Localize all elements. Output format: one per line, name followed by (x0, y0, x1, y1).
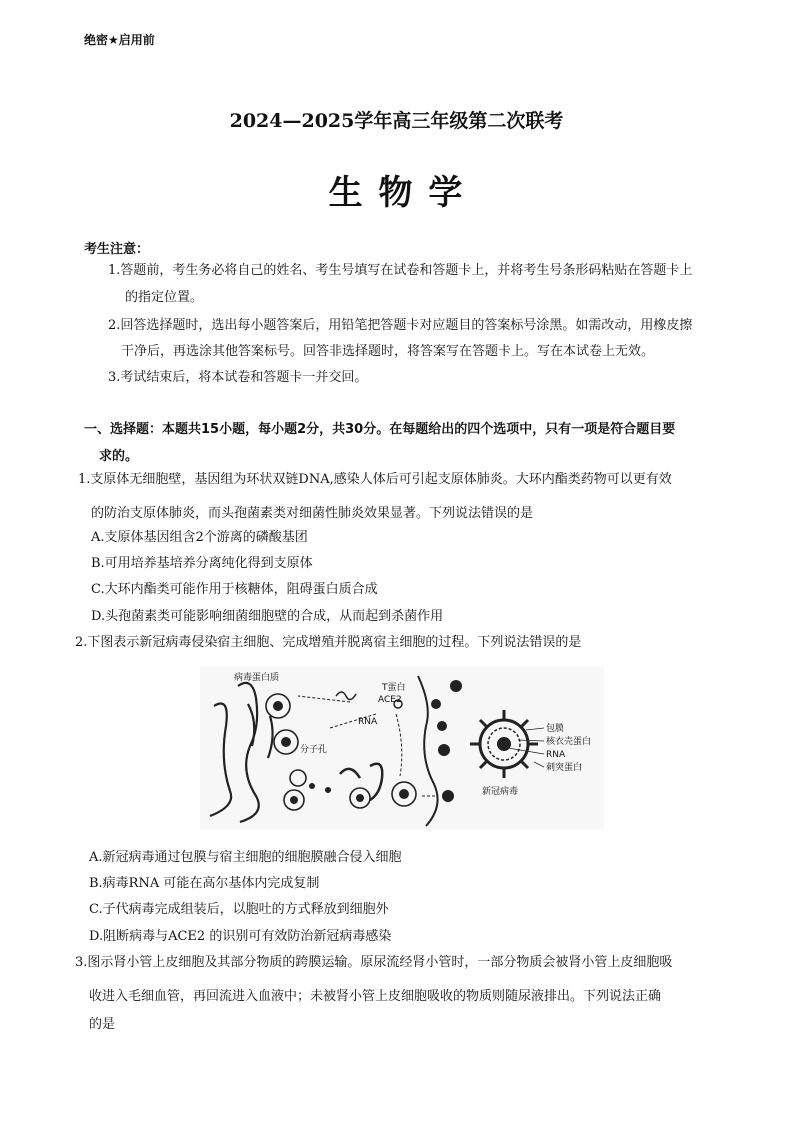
particle-1 (273, 701, 283, 711)
particle-3 (290, 796, 298, 804)
label-pore: 分子孔 (300, 745, 328, 755)
coronavirus-large (470, 710, 538, 778)
label-spike: 刺突蛋白 (546, 763, 583, 773)
q1-stem-line-2: 的防治支原体肺炎，而头孢菌素类对细菌性肺炎效果显著。下列说法错误的是 (91, 506, 534, 521)
label-rna-right: RNA (546, 750, 566, 760)
exam-title: 2024—2025学年高三年级第二次联考 (229, 110, 564, 132)
q1-stem-line-1: 1.支原体无细胞壁，基因组为环状双链DNA,感染人体后可引起支原体肺炎。大环内酯类药物可以更有效 (78, 472, 672, 487)
membrane-virus-3 (438, 744, 450, 756)
membrane-virus-2 (437, 721, 447, 731)
q1-option-a: A.支原体基因组含2个游离的磷酸基团 (91, 530, 308, 545)
particle-4 (356, 794, 364, 802)
virus-infection-diagram (200, 666, 604, 830)
q3-stem-line-1: 3.图示肾小管上皮细胞及其部分物质的跨膜运输。原尿流经肾小管时，一部分物质会被肾小管上皮细胞吸 (75, 955, 673, 970)
secret-mark: 绝密★启用前 (84, 33, 155, 47)
q2-option-d: D.阻断病毒与ACE2 的识别可有效防治新冠病毒感染 (89, 929, 392, 944)
q2-option-b: B.病毒RNA 可能在高尔基体内完成复制 (89, 876, 320, 891)
label-envelope: 包膜 (546, 724, 565, 734)
subject-title: 生 物 学 (328, 173, 465, 213)
membrane-virus-1 (431, 699, 441, 709)
label-rna-mid: RNA (358, 717, 378, 727)
notice-item-3: 3.考试结束后，将本试卷和答题卡一并交回。 (108, 370, 368, 385)
label-viral-protein: 病毒蛋白质 (234, 673, 280, 683)
particle-2 (281, 737, 291, 747)
q2-option-c: C.子代病毒完成组装后，以胞吐的方式释放到细胞外 (89, 902, 389, 917)
q1-option-d: D.头孢菌素类可能影响细菌细胞壁的合成，从而起到杀菌作用 (91, 609, 444, 624)
virus-infection-figure (200, 666, 604, 830)
notice-heading: 考生注意： (84, 242, 150, 257)
particle-7 (325, 787, 331, 793)
label-ace2: ACE2 (378, 695, 402, 705)
particle-6 (309, 783, 315, 789)
label-nucleocapsid: 核衣壳蛋白 (546, 737, 592, 747)
section-1-heading-line-1: 一、选择题：本题共15小题，每小题2分，共30分。在每题给出的四个选项中，只有一项是符合题目要 (84, 422, 676, 437)
q1-option-c: C.大环内酯类可能作用于核糖体，阻碍蛋白质合成 (91, 582, 378, 597)
virus-core (497, 737, 511, 751)
q3-stem-line-2: 收进入毛细血管，再回流进入血液中；未被肾小管上皮细胞吸收的物质则随尿液排出。下列说法正确 (89, 989, 662, 1004)
q2-option-a: A.新冠病毒通过包膜与宿主细胞的细胞膜融合侵入细胞 (89, 850, 402, 865)
outside-virus-2 (442, 790, 454, 802)
q2-stem: 2.下图表示新冠病毒侵染宿主细胞、完成增殖并脱离宿主细胞的过程。下列说法错误的是 (75, 635, 582, 650)
q3-stem-line-3: 的是 (89, 1017, 116, 1032)
notice-item-1-line-2: 的指定位置。 (125, 290, 204, 305)
notice-item-2-line-1: 2.回答选择题时，选出每小题答案后，用铅笔把答题卡对应题目的答案标号涂黑。如需改动，用橡皮擦 (108, 318, 693, 333)
label-t-protein: T蛋白 (382, 683, 406, 693)
label-virus: 新冠病毒 (482, 787, 519, 797)
notice-item-2-line-2: 干净后，再选涂其他答案标号。回答非选择题时，将答案写在答题卡上。写在本试卷上无效。 (121, 344, 655, 359)
section-1-heading-line-2: 求的。 (99, 449, 139, 464)
outside-virus-1 (450, 680, 462, 692)
q1-option-b: B.可用培养基培养分离纯化得到支原体 (91, 556, 313, 571)
notice-item-1-line-1: 1.答题前，考生务必将自己的姓名、考生号填写在试卷和答题卡上，并将考生号条形码粘贴在答题卡上 (108, 263, 693, 278)
particle-5 (399, 789, 409, 799)
